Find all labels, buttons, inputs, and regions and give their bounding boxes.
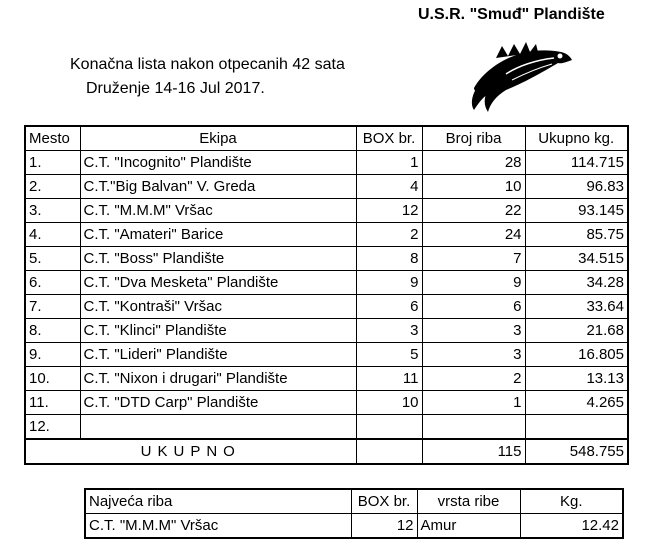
cell-box: 1 [356, 151, 422, 175]
cell-broj-riba: 7 [422, 247, 525, 271]
subtitle-final-list: Konačna lista nakon otpecanih 42 sata [70, 56, 345, 73]
biggest-vrsta: Amur [417, 514, 520, 539]
cell-ekipa: C.T. "Boss" Plandište [80, 247, 356, 271]
cell-broj-riba: 1 [422, 391, 525, 415]
table-row [25, 151, 628, 175]
cell-ekipa: C.T. "Kontraši" Vršac [80, 295, 356, 319]
cell-ukupno-kg: 13.13 [525, 367, 628, 391]
biggest-row [85, 514, 623, 539]
cell-mesto: 7. [25, 295, 80, 319]
cell-ukupno-kg [525, 415, 628, 440]
biggest-header-row [85, 489, 623, 514]
cell-box: 12 [356, 199, 422, 223]
fish-icon [466, 36, 576, 116]
cell-broj-riba: 9 [422, 271, 525, 295]
cell-box: 11 [356, 367, 422, 391]
table-row [25, 367, 628, 391]
cell-ekipa: C.T. "DTD Carp" Plandište [80, 391, 356, 415]
cell-box: 6 [356, 295, 422, 319]
col-box: BOX br. [356, 126, 422, 151]
cell-box: 3 [356, 319, 422, 343]
table-row [25, 271, 628, 295]
cell-ukupno-kg: 114.715 [525, 151, 628, 175]
total-row [25, 439, 628, 464]
cell-box: 4 [356, 175, 422, 199]
cell-box: 9 [356, 271, 422, 295]
cell-broj-riba: 24 [422, 223, 525, 247]
cell-broj-riba: 2 [422, 367, 525, 391]
biggest-ekipa: C.T. "M.M.M" Vršac [85, 514, 351, 539]
cell-ukupno-kg: 85.75 [525, 223, 628, 247]
cell-ukupno-kg: 21.68 [525, 319, 628, 343]
cell-ekipa: C.T. "Incognito" Plandište [80, 151, 356, 175]
table-row [25, 415, 628, 440]
cell-ekipa: C.T. "Dva Mesketa" Plandište [80, 271, 356, 295]
col-ukupno-kg: Ukupno kg. [525, 126, 628, 151]
cell-box: 10 [356, 391, 422, 415]
cell-mesto: 5. [25, 247, 80, 271]
table-row [25, 343, 628, 367]
col-najveca-riba: Najveća riba [85, 489, 351, 514]
cell-mesto: 6. [25, 271, 80, 295]
cell-box [356, 415, 422, 440]
cell-ekipa: C.T. "Klinci" Plandište [80, 319, 356, 343]
total-kg: 548.755 [525, 439, 628, 464]
biggest-box: 12 [351, 514, 417, 539]
cell-ekipa: C.T. "Amateri" Barice [80, 223, 356, 247]
table-row [25, 175, 628, 199]
cell-ukupno-kg: 96.83 [525, 175, 628, 199]
cell-mesto: 8. [25, 319, 80, 343]
cell-ekipa: C.T. "M.M.M" Vršac [80, 199, 356, 223]
cell-ukupno-kg: 34.515 [525, 247, 628, 271]
biggest-fish-table [84, 488, 624, 539]
table-row [25, 223, 628, 247]
cell-ekipa: C.T. "Lideri" Plandište [80, 343, 356, 367]
cell-broj-riba: 6 [422, 295, 525, 319]
cell-ekipa: C.T."Big Balvan" V. Greda [80, 175, 356, 199]
cell-ekipa: C.T. "Nixon i drugari" Plandište [80, 367, 356, 391]
col-vrsta-ribe: vrsta ribe [417, 489, 520, 514]
cell-mesto: 11. [25, 391, 80, 415]
results-table [24, 125, 629, 465]
table-row [25, 391, 628, 415]
cell-broj-riba: 10 [422, 175, 525, 199]
cell-mesto: 1. [25, 151, 80, 175]
cell-mesto: 12. [25, 415, 80, 440]
cell-mesto: 4. [25, 223, 80, 247]
cell-broj-riba: 28 [422, 151, 525, 175]
col-kg: Kg. [520, 489, 623, 514]
col-mesto: Mesto [25, 126, 80, 151]
cell-box: 2 [356, 223, 422, 247]
total-box-empty [356, 439, 422, 464]
cell-ukupno-kg: 93.145 [525, 199, 628, 223]
cell-broj-riba: 22 [422, 199, 525, 223]
subtitle-event-date: Druženje 14-16 Jul 2017. [86, 80, 265, 97]
table-row [25, 319, 628, 343]
cell-ukupno-kg: 33.64 [525, 295, 628, 319]
cell-broj-riba: 3 [422, 319, 525, 343]
cell-box: 5 [356, 343, 422, 367]
table-row [25, 247, 628, 271]
cell-mesto: 10. [25, 367, 80, 391]
table-row [25, 295, 628, 319]
cell-broj-riba [422, 415, 525, 440]
col-box: BOX br. [351, 489, 417, 514]
cell-mesto: 3. [25, 199, 80, 223]
cell-box: 8 [356, 247, 422, 271]
cell-broj-riba: 3 [422, 343, 525, 367]
table-row [25, 199, 628, 223]
total-riba: 115 [422, 439, 525, 464]
biggest-kg: 12.42 [520, 514, 623, 539]
total-label: UKUPNO [25, 439, 356, 464]
col-broj-riba: Broj riba [422, 126, 525, 151]
club-title: U.S.R. "Smuđ" Plandište [418, 6, 605, 23]
col-ekipa: Ekipa [80, 126, 356, 151]
cell-ukupno-kg: 16.805 [525, 343, 628, 367]
cell-mesto: 2. [25, 175, 80, 199]
cell-ukupno-kg: 34.28 [525, 271, 628, 295]
results-header-row [25, 126, 628, 151]
cell-mesto: 9. [25, 343, 80, 367]
cell-ukupno-kg: 4.265 [525, 391, 628, 415]
cell-ekipa [80, 415, 356, 440]
